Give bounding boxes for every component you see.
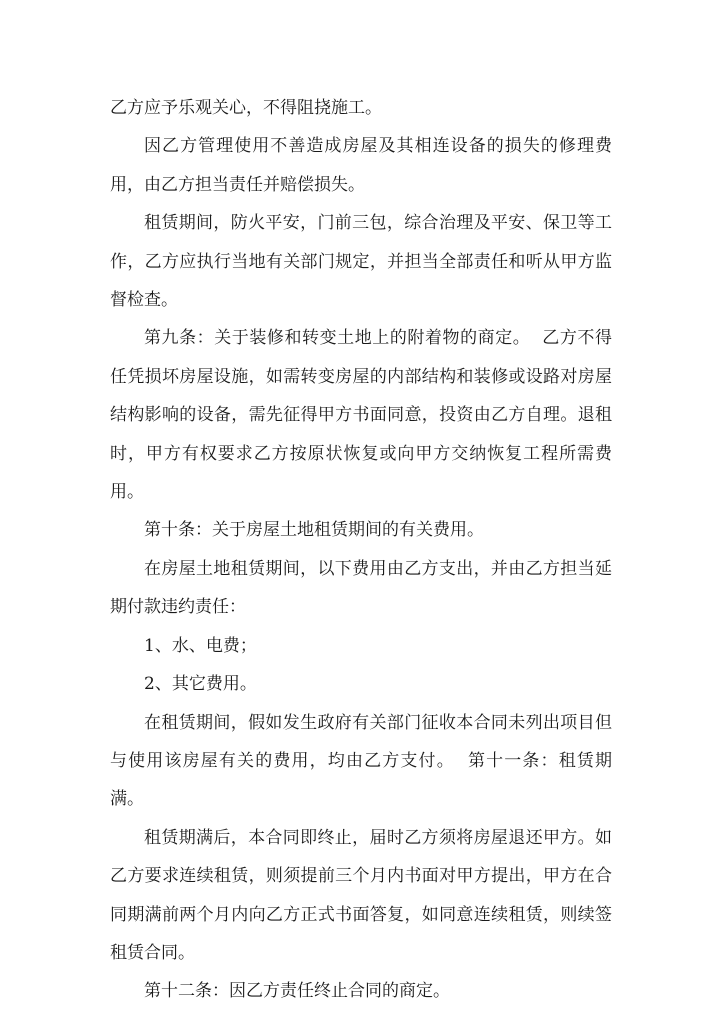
paragraph-10: 租赁期满后，本合同即终止，届时乙方须将房屋退还甲方。如乙方要求连续租赁，则须提前三个月内书面对甲方提出，甲方在合同期满前两个月内向乙方正式书面答复，如同意连续租赁，则续签租赁合同。 — [110, 827, 612, 963]
paragraph-article-12: 第十二条：因乙方责任终止合同的商定。 — [144, 981, 450, 1002]
paragraph-article-9: 第九条：关于装修和转变土地上的附着物的商定。 乙方不得任凭损坏房屋设施，如需转变房屋的内部结构和装修或设路对房屋结构影响的设备，需先征得甲方书面同意，投资由乙方自理。退租时，甲方有权要求乙方按原状恢复或向甲方交纳恢复工程所需费用。 — [110, 328, 612, 503]
paragraph-1: 乙方应予乐观关心，不得阻挠施工。 — [110, 98, 382, 118]
paragraph-6: 在房屋土地租赁期间，以下费用由乙方支出，并由乙方担当延期付款违约责任： — [110, 558, 612, 618]
paragraph-3: 租赁期间，防火平安，门前三包，综合治理及平安、保卫等工作，乙方应执行当地有关部门规定，并担当全部责任和听从甲方监督检查。 — [110, 213, 612, 311]
list-item-1: 1、水、电费； — [144, 635, 257, 656]
document-page — [110, 89, 612, 1011]
paragraph-2: 因乙方管理使用不善造成房屋及其相连设备的损失的修理费用，由乙方担当责任并赔偿损失。 — [110, 136, 612, 195]
paragraph-9: 在租赁期间，假如发生政府有关部门征收本合同未列出项目但与使用该房屋有关的费用，均由乙方支付。 第十一条：租赁期满。 — [110, 712, 612, 810]
paragraph-article-10: 第十条：关于房屋土地租赁期间的有关费用。 — [144, 520, 484, 541]
list-item-2: 2、其它费用。 — [144, 674, 257, 695]
